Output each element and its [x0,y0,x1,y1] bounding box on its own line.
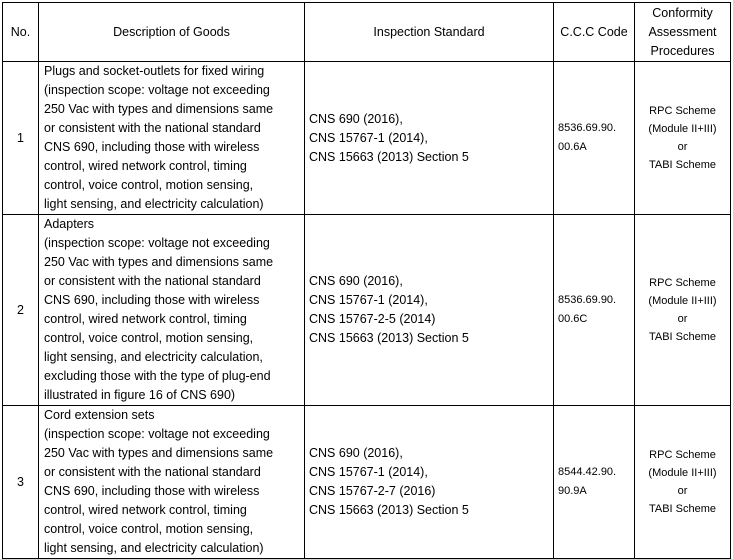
description-line: control, voice control, motion sensing, [44,331,254,345]
procedures-line: TABI Scheme [648,331,717,343]
procedures-cell [635,62,731,215]
header-procedures [635,3,731,62]
row-number: 3 [3,406,39,559]
description-line: control, voice control, motion sensing, [44,522,254,536]
procedures-line: or [677,141,688,153]
description-line: or consistent with the national standard [44,274,261,288]
standard-line: CNS 15767-1 (2014), [309,465,428,479]
header-row [3,3,731,62]
code-line: 8536.69.90. [558,122,617,134]
header-code: C.C.C Code [554,3,635,62]
standard-line: CNS 15767-2-7 (2016) [309,484,436,498]
standard-cell [305,215,554,406]
procedures-cell [635,215,731,406]
description-line: control, wired network control, timing [44,159,247,173]
procedures-line: RPC Scheme [649,105,716,117]
procedures-line: RPC Scheme [649,277,716,289]
description-line: control, wired network control, timing [44,312,247,326]
description-cell [39,406,305,559]
description-line: Adapters [44,217,95,231]
description-line: excluding those with the type of plug-end [44,369,271,383]
procedures-line: TABI Scheme [648,503,717,515]
procedures-line: (Module II+III) [648,295,717,307]
description-line: control, voice control, motion sensing, [44,178,254,192]
standard-line: CNS 15663 (2013) Section 5 [309,149,469,164]
row-number: 2 [3,215,39,406]
procedures-line: (Module II+III) [648,123,717,135]
standard-line: CNS 15663 (2013) Section 5 [309,331,469,345]
description-line: CNS 690, including those with wireless [44,140,260,154]
description-line: CNS 690, including those with wireless [44,293,260,307]
description-line: or consistent with the national standard [44,465,261,479]
description-line: CNS 690, including those with wireless [44,484,260,498]
standard-cell [305,62,554,215]
description-line: Cord extension sets [44,408,155,422]
header-procedures-line: Conformity [652,5,713,20]
description-line: 250 Vac with types and dimensions same [44,255,274,269]
description-line: 250 Vac with types and dimensions same [44,102,274,116]
procedures-line: TABI Scheme [648,159,717,171]
description-line: (inspection scope: voltage not exceeding [44,427,270,441]
standard-line: CNS 15767-1 (2014), [309,130,428,145]
standard-line: CNS 690 (2016), [309,111,403,126]
standard-line: CNS 690 (2016), [309,274,403,288]
row-number: 1 [3,62,39,215]
description-line: (inspection scope: voltage not exceeding [44,236,270,250]
procedures-line: RPC Scheme [649,449,716,461]
description-line: or consistent with the national standard [44,121,261,135]
code-line: 00.6A [558,141,587,153]
description-line: light sensing, and electricity calculation, [44,350,263,364]
description-cell [39,62,305,215]
table-row [3,62,731,215]
description-line: light sensing, and electricity calculation) [44,197,264,211]
description-line: control, wired network control, timing [44,503,247,517]
code-cell [554,215,635,406]
procedures-cell [635,406,731,559]
table-row [3,406,731,559]
code-line: 00.6C [558,313,588,325]
description-line: 250 Vac with types and dimensions same [44,446,274,460]
header-procedures-line: Assessment [648,24,717,39]
header-description: Description of Goods [39,3,305,62]
header-no: No. [3,3,39,62]
standard-line: CNS 15767-1 (2014), [309,293,428,307]
code-cell [554,406,635,559]
code-line: 8544.42.90. [558,466,617,478]
standard-line: CNS 15663 (2013) Section 5 [309,503,469,517]
description-line: illustrated in figure 16 of CNS 690) [44,388,236,402]
description-line: (inspection scope: voltage not exceeding [44,83,270,97]
code-cell [554,62,635,215]
description-line: Plugs and socket-outlets for fixed wiring [44,64,265,78]
standard-cell [305,406,554,559]
code-line: 90.9A [558,485,587,497]
header-standard: Inspection Standard [305,3,554,62]
standard-line: CNS 15767-2-5 (2014) [309,312,436,326]
procedures-line: or [677,485,688,497]
standard-line: CNS 690 (2016), [309,446,403,460]
description-line: light sensing, and electricity calculation) [44,541,264,555]
header-procedures-line: Procedures [650,43,715,58]
procedures-line: (Module II+III) [648,467,717,479]
description-cell [39,215,305,406]
code-line: 8536.69.90. [558,294,617,306]
table-row [3,215,731,406]
procedures-line: or [677,313,688,325]
goods-table [2,2,731,559]
